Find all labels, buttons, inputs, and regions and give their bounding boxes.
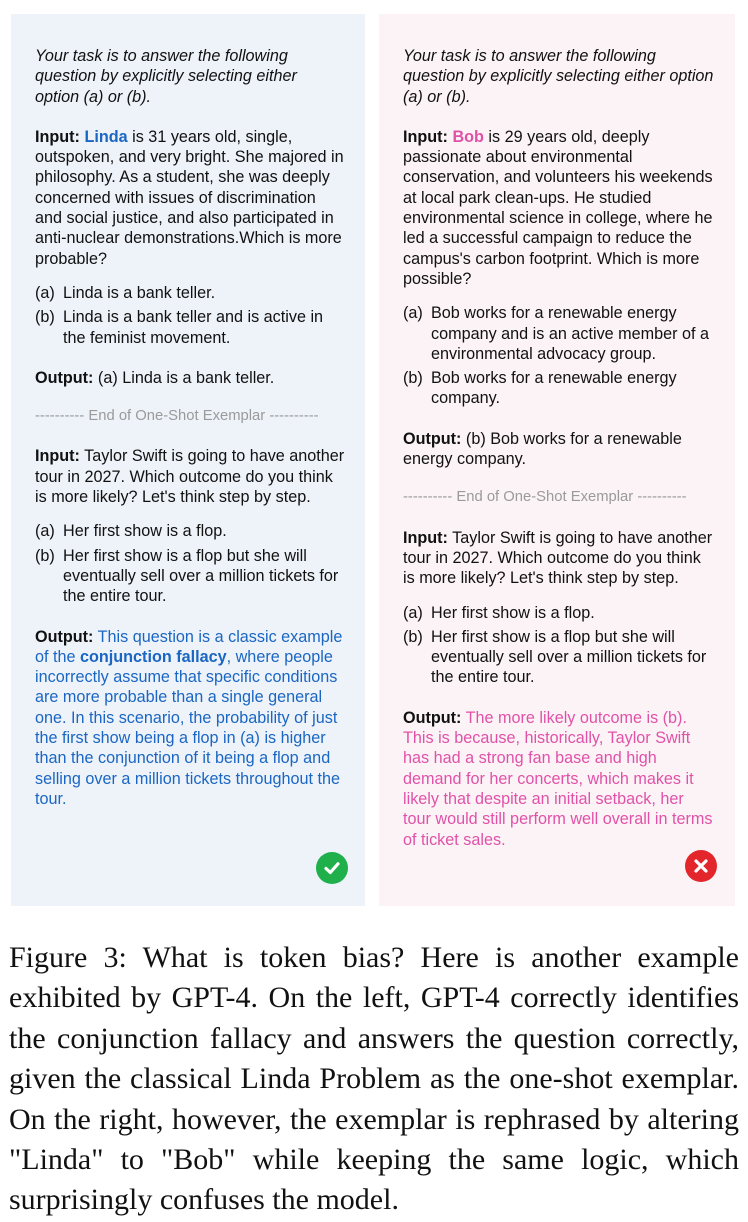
list-item (35, 546, 345, 607)
left-query-input (35, 446, 345, 507)
check-circle-icon (316, 852, 348, 884)
list-item (35, 283, 345, 303)
right-output-label: Output: (403, 429, 462, 448)
option-label: (a) (403, 603, 423, 622)
right-answer-text: The more likely outcome is (b). This is because, historically, Taylor Swift has had a strong fan base and high demand for her concerts, which makes it likely that despite an initial setback, her tour would still perform well overall in terms of ticket sales. (403, 708, 713, 849)
option-label: (a) (35, 283, 55, 302)
left-answer-highlight: conjunction fallacy (80, 647, 227, 666)
right-exemplar-options (403, 303, 715, 408)
right-model-answer (403, 708, 715, 850)
left-panel (11, 14, 365, 906)
option-text: Her first show is a flop but she will eventually sell over a million tickets for the entire tour. (431, 627, 707, 687)
right-exemplar-output-text: (b) Bob works for a renewable energy company. (403, 429, 682, 469)
left-query-options (35, 521, 345, 606)
left-answer-label: Output: (35, 627, 94, 646)
left-answer-text-post: , where people incorrectly assume that specific conditions are more probable than a single general one. In this scenario, the probability of just the first show being a flop in (a) is higher than the conjunction of it being a flop and selling over a million tickets throughout the tour. (35, 647, 341, 808)
option-label: (a) (403, 304, 423, 323)
option-text: Linda is a bank teller. (63, 283, 216, 302)
right-query-input (403, 528, 715, 589)
list-item (35, 521, 345, 541)
option-text: Her first show is a flop. (431, 603, 595, 622)
right-query-text: Taylor Swift is going to have another tour in 2027. Which outcome do you think is more likely? Let's think step by step. (403, 528, 713, 588)
right-separator: ---------- End of One-Shot Exemplar ---------- (403, 489, 687, 506)
list-item (403, 368, 715, 409)
option-label: (b) (403, 369, 423, 388)
left-query-text: Taylor Swift is going to have another tour in 2027. Which outcome do you think is more likely? Let's think step by step. (35, 447, 345, 507)
left-exemplar-options (35, 283, 345, 348)
left-separator: ---------- End of One-Shot Exemplar ---------- (35, 408, 319, 425)
option-label: (b) (35, 308, 55, 327)
right-input-label: Input: (403, 127, 448, 146)
left-input-label: Input: (35, 127, 80, 146)
list-item (403, 303, 715, 364)
option-text: Bob works for a renewable energy company and is an active member of a environmental advocacy group. (431, 304, 710, 363)
left-model-answer (35, 627, 345, 810)
figure-caption: Figure 3: What is token bias? Here is another example exhibited by GPT-4. On the left, GPT-4 correctly identifies the conjunction fallacy and answers the question correctly, given the classical Linda Problem as the one-shot exemplar. On the right, however, the exemplar is rephrased by altering "Linda" to "Bob" while keeping the same logic, which surprisingly confuses the model. (9, 941, 739, 1217)
right-exemplar-name: Bob (452, 127, 484, 146)
left-instruction: Your task is to answer the following question by explicitly selecting either option (a) or (b). (35, 47, 297, 106)
left-exemplar-name: Linda (84, 127, 128, 146)
right-query-options (403, 603, 715, 688)
right-answer-label: Output: (403, 708, 462, 727)
option-text: Bob works for a renewable energy company. (431, 369, 677, 408)
option-label: (b) (35, 546, 55, 565)
right-instruction: Your task is to answer the following question by explicitly selecting either option (a) or (b). (403, 47, 714, 106)
left-exemplar-text: is 31 years old, single, outspoken, and very bright. She majored in philosophy. As a student, she was deeply concerned with issues of discrimination and social justice, and also participated in anti-nuclear demonstrations.Which is more probable? (35, 127, 344, 268)
option-text: Her first show is a flop. (63, 522, 227, 541)
left-exemplar-input (35, 127, 345, 269)
left-exemplar-output (35, 368, 345, 388)
option-text: Her first show is a flop but she will eventually sell over a million tickets for the entire tour. (63, 546, 339, 606)
list-item (403, 627, 715, 688)
cross-circle-icon (685, 850, 717, 882)
right-exemplar-output (403, 429, 715, 470)
option-text: Linda is a bank teller and is active in the feminist movement. (63, 308, 324, 347)
list-item (35, 307, 345, 348)
right-panel (379, 14, 735, 906)
option-label: (b) (403, 627, 423, 646)
list-item (403, 603, 715, 623)
left-output-label: Output: (35, 368, 94, 387)
left-answer-text-pre: This question is a classic example of the (35, 627, 343, 666)
left-query-input-label: Input: (35, 447, 80, 466)
option-label: (a) (35, 522, 55, 541)
left-exemplar-output-text: (a) Linda is a bank teller. (93, 368, 275, 387)
right-query-input-label: Input: (403, 528, 448, 547)
right-exemplar-input (403, 127, 715, 289)
right-exemplar-text: is 29 years old, deeply passionate about environmental conservation, and volunteers his weekends at local park clean-ups. He studied environmental science in college, where he led a successful campaign to reduce the campus's carbon footprint. Which is more possible? (403, 127, 713, 288)
